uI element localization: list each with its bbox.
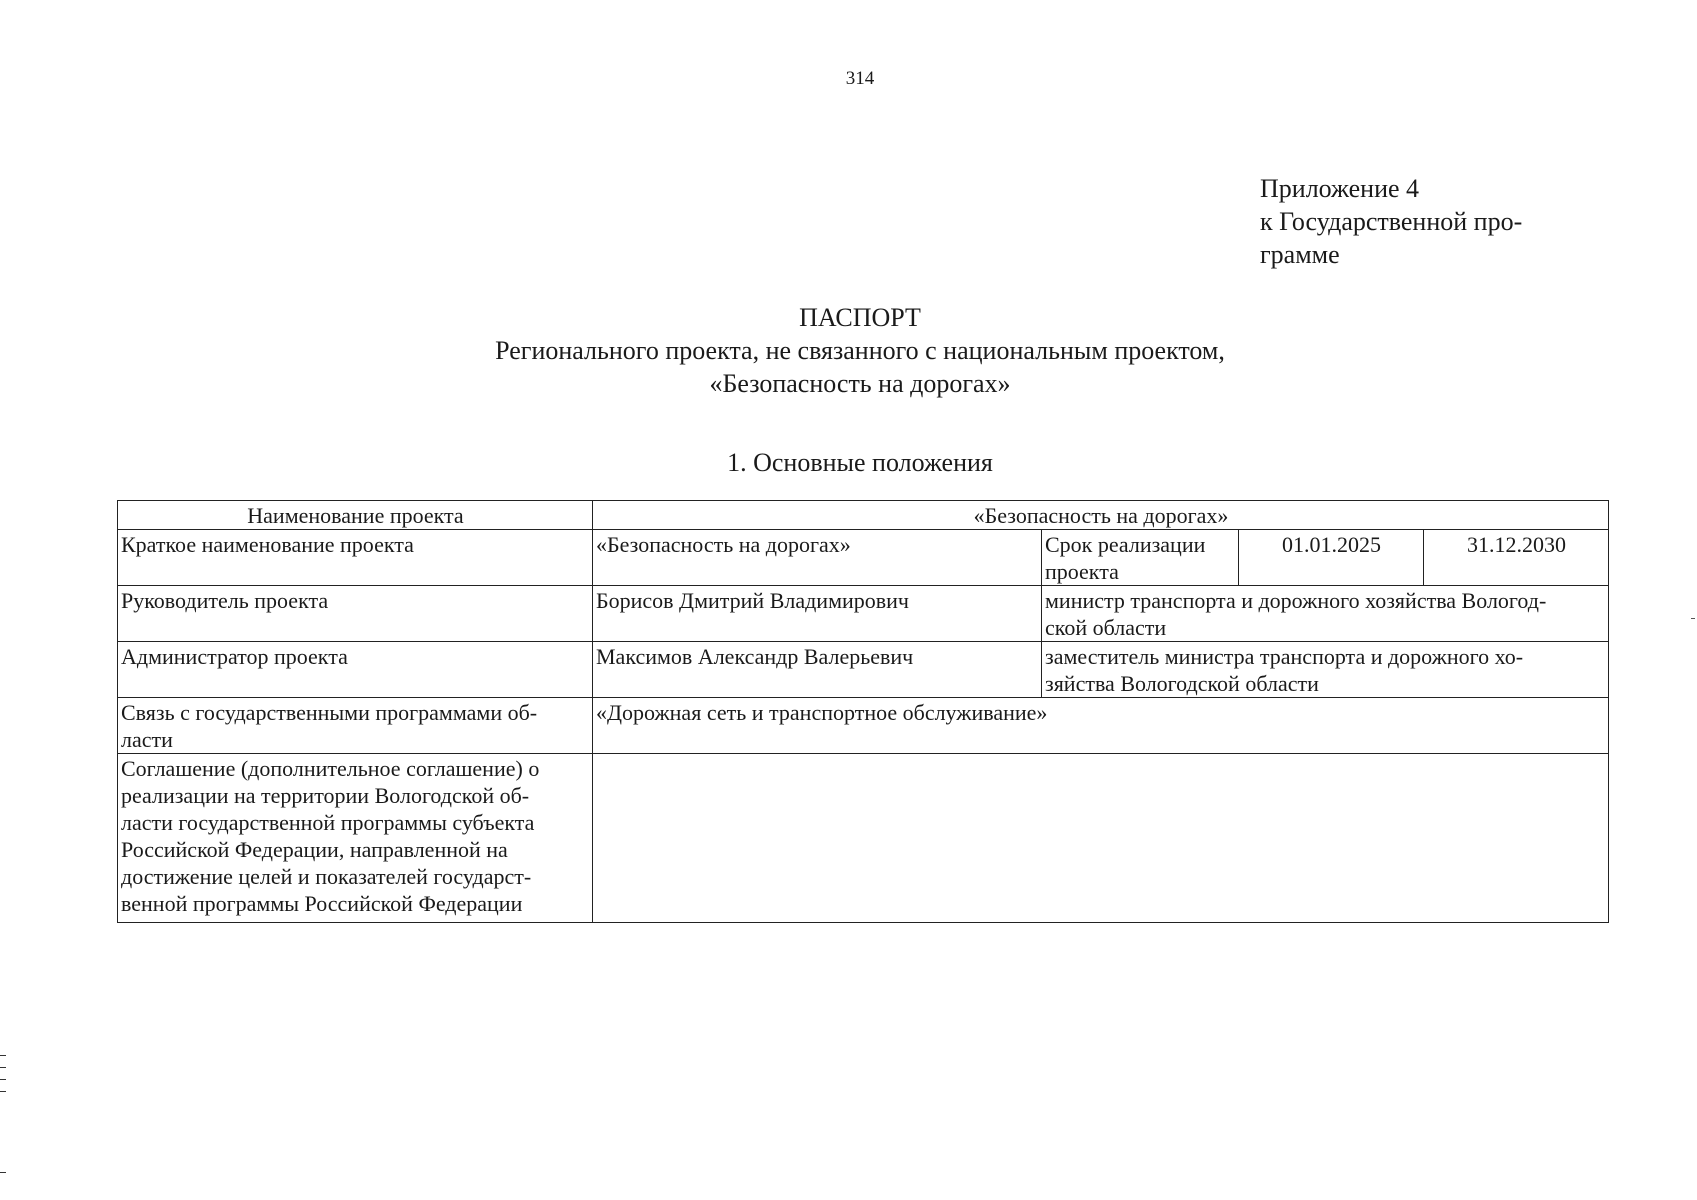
table-row-short-name xyxy=(118,530,1609,586)
period-start: 01.01.2025 xyxy=(1239,530,1424,586)
appendix-line-1: Приложение 4 xyxy=(1260,174,1420,203)
head-label: Руководитель проекта xyxy=(118,586,593,642)
programs-label-line-1: Связь с государственными программами об- xyxy=(121,700,538,725)
table-row-admin xyxy=(118,642,1609,698)
scan-edge-mark xyxy=(0,1079,6,1080)
scan-edge-mark xyxy=(0,1172,6,1173)
document-heading xyxy=(0,301,1697,400)
head-name: Борисов Дмитрий Владимирович xyxy=(593,586,1042,642)
scan-edge-mark xyxy=(0,1067,6,1068)
section-title: 1. Основные положения xyxy=(727,448,993,477)
appendix-line-2: к Государственной про- xyxy=(1260,207,1523,236)
table-row-programs xyxy=(118,698,1609,754)
document-title: ПАСПОРТ xyxy=(799,303,921,332)
programs-label xyxy=(118,698,593,754)
period-end: 31.12.2030 xyxy=(1424,530,1609,586)
scan-edge-mark xyxy=(0,1055,6,1056)
project-name-label: Наименование проекта xyxy=(118,501,593,530)
head-position xyxy=(1042,586,1609,642)
project-name-value: «Безопасность на дорогах» xyxy=(593,501,1609,530)
scan-side-mark xyxy=(1691,618,1695,619)
table-row-project-name xyxy=(118,501,1609,530)
short-name-value: «Безопасность на дорогах» xyxy=(593,530,1042,586)
agreement-label-line-5: достижение целей и показателей государст- xyxy=(121,864,532,889)
programs-value: «Дорожная сеть и транспортное обслуживание» xyxy=(593,698,1609,754)
period-label-line-2: проекта xyxy=(1045,559,1119,584)
scan-edge-mark xyxy=(0,1091,6,1092)
document-subtitle-line-2: «Безопасность на дорогах» xyxy=(709,369,1011,398)
period-label-line-1: Срок реализации xyxy=(1045,532,1206,557)
appendix-note xyxy=(1260,172,1522,271)
passport-table xyxy=(117,500,1609,923)
agreement-label xyxy=(118,754,593,923)
admin-position-line-2: зяйства Вологодской области xyxy=(1045,671,1319,696)
document-subtitle-line-1: Регионального проекта, не связанного с национальным проектом, xyxy=(495,336,1225,365)
head-position-line-1: министр транспорта и дорожного хозяйства Вологод- xyxy=(1045,588,1547,613)
agreement-label-line-4: Российской Федерации, направленной на xyxy=(121,837,508,862)
head-position-line-2: ской области xyxy=(1045,615,1167,640)
admin-position xyxy=(1042,642,1609,698)
admin-label: Администратор проекта xyxy=(118,642,593,698)
table-row-head xyxy=(118,586,1609,642)
agreement-label-line-1: Соглашение (дополнительное соглашение) о xyxy=(121,756,540,781)
agreement-label-line-3: ласти государственной программы субъекта xyxy=(121,810,535,835)
appendix-line-3: грамме xyxy=(1260,240,1340,269)
agreement-label-line-6: венной программы Российской Федерации xyxy=(121,891,523,916)
period-label xyxy=(1042,530,1239,586)
admin-position-line-1: заместитель министра транспорта и дорожного хо- xyxy=(1045,644,1524,669)
agreement-label-line-2: реализации на территории Вологодской об- xyxy=(121,783,530,808)
page-number: 314 xyxy=(845,68,875,89)
short-name-label: Краткое наименование проекта xyxy=(118,530,593,586)
agreement-value xyxy=(593,754,1609,923)
table-row-agreement xyxy=(118,754,1609,923)
programs-label-line-2: ласти xyxy=(121,727,173,752)
admin-name: Максимов Александр Валерьевич xyxy=(593,642,1042,698)
